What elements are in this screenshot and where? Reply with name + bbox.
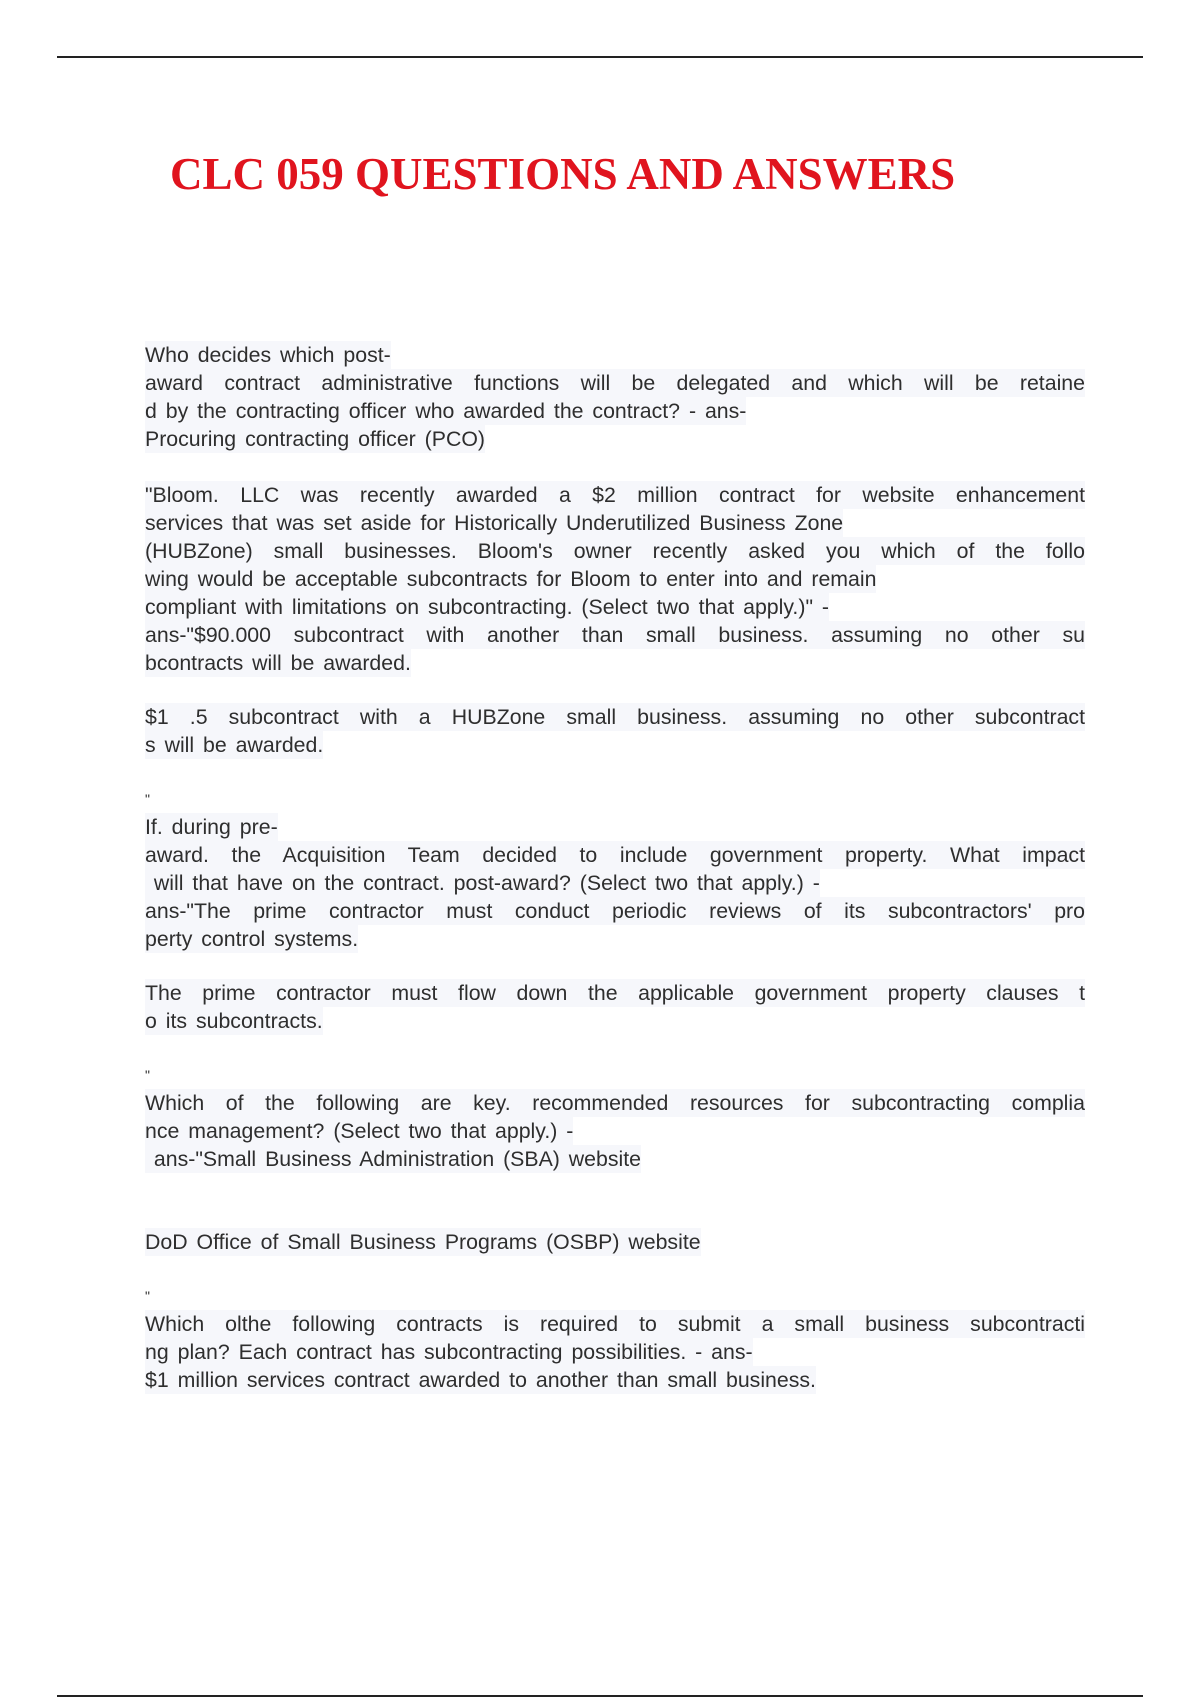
text-line: Which of the following are key. recommended resources for subcontracting complia <box>145 1091 1085 1115</box>
spacer <box>145 759 1085 785</box>
text-line: award contract administrative functions will be delegated and which will be retaine <box>145 371 1085 395</box>
qa-block <box>145 785 1085 953</box>
quote-mark: " <box>145 791 150 807</box>
text-line: wing would be acceptable subcontracts for Bloom to enter into and remain <box>145 567 877 591</box>
document-body <box>145 341 1085 1394</box>
text-line: $1 million services contract awarded to another than small business. <box>145 1368 816 1392</box>
qa-block <box>145 341 1085 453</box>
text-line: If. during pre- <box>145 815 278 839</box>
qa-block <box>145 481 1085 677</box>
spacer <box>145 1173 1085 1228</box>
text-line: ans-"Small Business Administration (SBA) website <box>145 1147 642 1171</box>
text-line: compliant with limitations on subcontracting. (Select two that apply.)" - <box>145 595 830 619</box>
text-line: perty control systems. <box>145 927 359 951</box>
text-line: ng plan? Each contract has subcontracting possibilities. - ans- <box>145 1340 753 1364</box>
qa-block <box>145 1282 1085 1394</box>
spacer <box>145 953 1085 979</box>
spacer <box>145 453 1085 481</box>
spacer <box>145 677 1085 703</box>
spacer <box>145 1256 1085 1282</box>
text-line: services that was set aside for Historically Underutilized Business Zone <box>145 511 844 535</box>
text-line: will that have on the contract. post-award? (Select two that apply.) - <box>145 871 820 895</box>
qa-block <box>145 1061 1085 1173</box>
answer-block <box>145 703 1085 759</box>
text-line: ans-"$90.000 subcontract with another than small business. assuming no other su <box>145 623 1085 647</box>
text-line: The prime contractor must flow down the applicable government property clauses t <box>145 981 1085 1005</box>
answer-block <box>145 1228 1085 1256</box>
text-line: Which olthe following contracts is required to submit a small business subcontracti <box>145 1312 1085 1336</box>
document-title: CLC 059 QUESTIONS AND ANSWERS <box>170 149 956 199</box>
quote-mark: " <box>145 1288 150 1304</box>
text-line: DoD Office of Small Business Programs (OSBP) website <box>145 1230 701 1254</box>
text-line: d by the contracting officer who awarded the contract? - ans- <box>145 399 747 423</box>
text-line: bcontracts will be awarded. <box>145 651 411 675</box>
text-line: Procuring contracting officer (PCO) <box>145 427 486 451</box>
text-line: award. the Acquisition Team decided to include government property. What impact <box>145 843 1085 867</box>
text-line: Who decides which post- <box>145 343 391 367</box>
text-line: (HUBZone) small businesses. Bloom's owner recently asked you which of the follo <box>145 539 1085 563</box>
text-line: s will be awarded. <box>145 733 324 757</box>
text-line: $1 .5 subcontract with a HUBZone small business. assuming no other subcontract <box>145 705 1085 729</box>
top-rule <box>57 56 1143 58</box>
text-line: "Bloom. LLC was recently awarded a $2 million contract for website enhancement <box>145 483 1085 507</box>
bottom-rule <box>57 1695 1143 1697</box>
answer-block <box>145 979 1085 1035</box>
quote-mark: " <box>145 1067 150 1083</box>
text-line: ans-"The prime contractor must conduct periodic reviews of its subcontractors' pro <box>145 899 1085 923</box>
spacer <box>145 1035 1085 1061</box>
text-line: o its subcontracts. <box>145 1009 323 1033</box>
text-line: nce management? (Select two that apply.) - <box>145 1119 574 1143</box>
